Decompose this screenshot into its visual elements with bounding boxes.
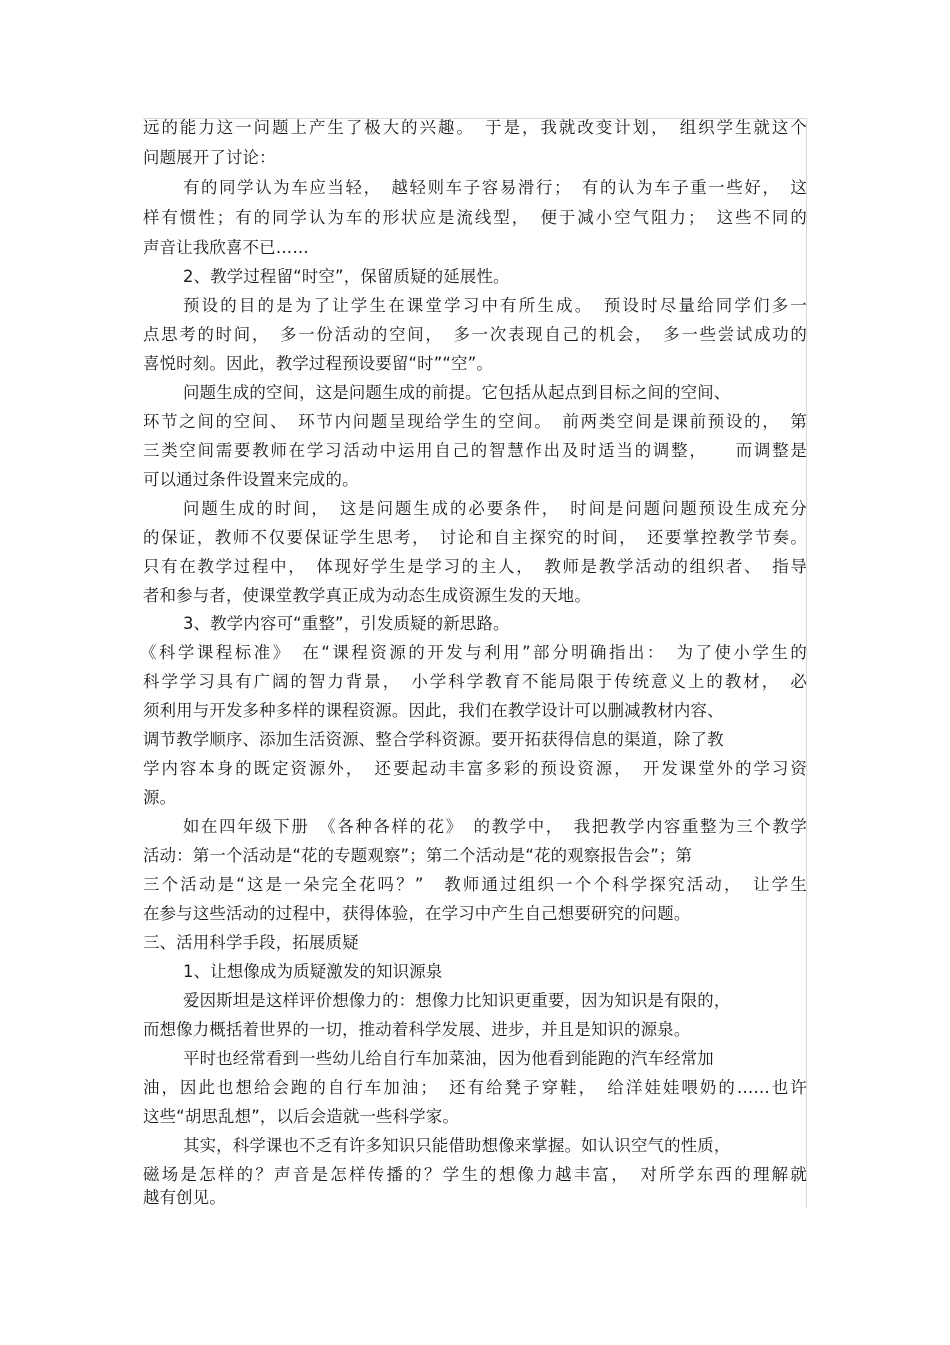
text-line: 问题展开了讨论： [143, 148, 276, 167]
text-line: 平时也经常看到一些幼儿给自行车加菜油，因为他看到能跑的汽车经常加 [183, 1049, 714, 1068]
text-line: 预设的目的是为了让学生在课堂学习中有所生成。 预设时尽量给同学们多一 [183, 296, 807, 315]
section-heading: 三、活用科学手段，拓展质疑 [143, 933, 359, 952]
text-line: 问题生成的空间，这是问题生成的前提。它包括从起点到目标之间的空间、 [183, 383, 731, 402]
text-line: 远的能力这一问题上产生了极大的兴趣。 于是，我就改变计划， 组织学生就这个 [143, 118, 807, 137]
section-heading: 3、教学内容可“重整”，引发质疑的新思路。 [183, 614, 510, 633]
text-line: 源。 [143, 788, 177, 807]
text-line: 声音让我欣喜不已…… [143, 238, 309, 257]
text-line: 三个活动是“这是一朵完全花吗？” 教师通过组织一个个科学探究活动， 让学生 [143, 875, 807, 894]
text-line: 环节之间的空间、 环节内问题呈现给学生的空间。 前两类空间是课前预设的， 第 [143, 412, 807, 431]
text-line: 喜悦时刻。因此，教学过程预设要留“时”“空”。 [143, 354, 493, 373]
text-line: 如在四年级下册 《各种各样的花》 的教学中， 我把教学内容重整为三个教学 [183, 817, 807, 836]
text-line: 活动：第一个活动是“花的专题观察”；第二个活动是“花的观察报告会”；第 [143, 846, 693, 865]
text-line: 须利用与开发多种多样的课程资源。因此，我们在教学设计可以删减教材内容、 [143, 701, 724, 720]
section-heading: 2、教学过程留“时空”，保留质疑的延展性。 [183, 267, 510, 286]
text-line: 在参与这些活动的过程中，获得体验，在学习中产生自己想要研究的问题。 [143, 904, 691, 923]
text-line: 而想像力概括着世界的一切，推动着科学发展、进步，并且是知识的源泉。 [143, 1020, 691, 1039]
text-line: 三类空间需要教师在学习活动中运用自己的智慧作出及时适当的调整， 而调整是 [143, 441, 807, 460]
text-line: 点思考的时间， 多一份活动的空间， 多一次表现自己的机会， 多一些尝试成功的 [143, 325, 807, 344]
text-line: 者和参与者，使课堂教学真正成为动态生成资源生发的天地。 [143, 586, 591, 605]
section-heading: 1、让想像成为质疑激发的知识源泉 [183, 962, 443, 981]
text-line: 《科学课程标准》 在“课程资源的开发与利用”部分明确指出： 为了使小学生的 [140, 643, 807, 662]
text-line: 有的同学认为车应当轻， 越轻则车子容易滑行； 有的认为车子重一些好， 这 [183, 178, 807, 197]
text-line: 学内容本身的既定资源外， 还要起动丰富多彩的预设资源， 开发课堂外的学习资 [143, 759, 807, 778]
text-line: 磁场是怎样的？声音是怎样传播的？学生的想像力越丰富， 对所学东西的理解就 [143, 1165, 807, 1184]
text-line: 调节教学顺序、添加生活资源、整合学科资源。要开拓获得信息的渠道，除了教 [143, 730, 724, 749]
text-line: 科学学习具有广阔的智力背景， 小学科学教育不能局限于传统意义上的教材， 必 [143, 672, 807, 691]
text-line: 样有惯性；有的同学认为车的形状应是流线型， 便于减小空气阻力； 这些不同的 [143, 208, 807, 227]
text-line: 油，因此也想给会跑的自行车加油； 还有给凳子穿鞋， 给洋娃娃喂奶的……也许 [143, 1078, 807, 1097]
document-page [140, 118, 807, 1208]
text-line: 只有在教学过程中， 体现好学生是学习的主人， 教师是教学活动的组织者、 指导 [143, 557, 807, 576]
text-line: 的保证，教师不仅要保证学生思考， 讨论和自主探究的时间， 还要掌控教学节奏。 [143, 528, 807, 547]
text-line: 可以通过条件设置来完成的。 [143, 470, 359, 489]
text-line: 问题生成的时间， 这是问题生成的必要条件， 时间是问题问题预设生成充分 [183, 499, 807, 518]
text-line: 越有创见。 [143, 1188, 226, 1207]
text-line: 爱因斯坦是这样评价想像力的：想像力比知识更重要，因为知识是有限的， [183, 991, 731, 1010]
text-line: 其实，科学课也不乏有许多知识只能借助想像来掌握。如认识空气的性质， [183, 1136, 731, 1155]
text-line: 这些“胡思乱想”，以后会造就一些科学家。 [143, 1107, 460, 1126]
